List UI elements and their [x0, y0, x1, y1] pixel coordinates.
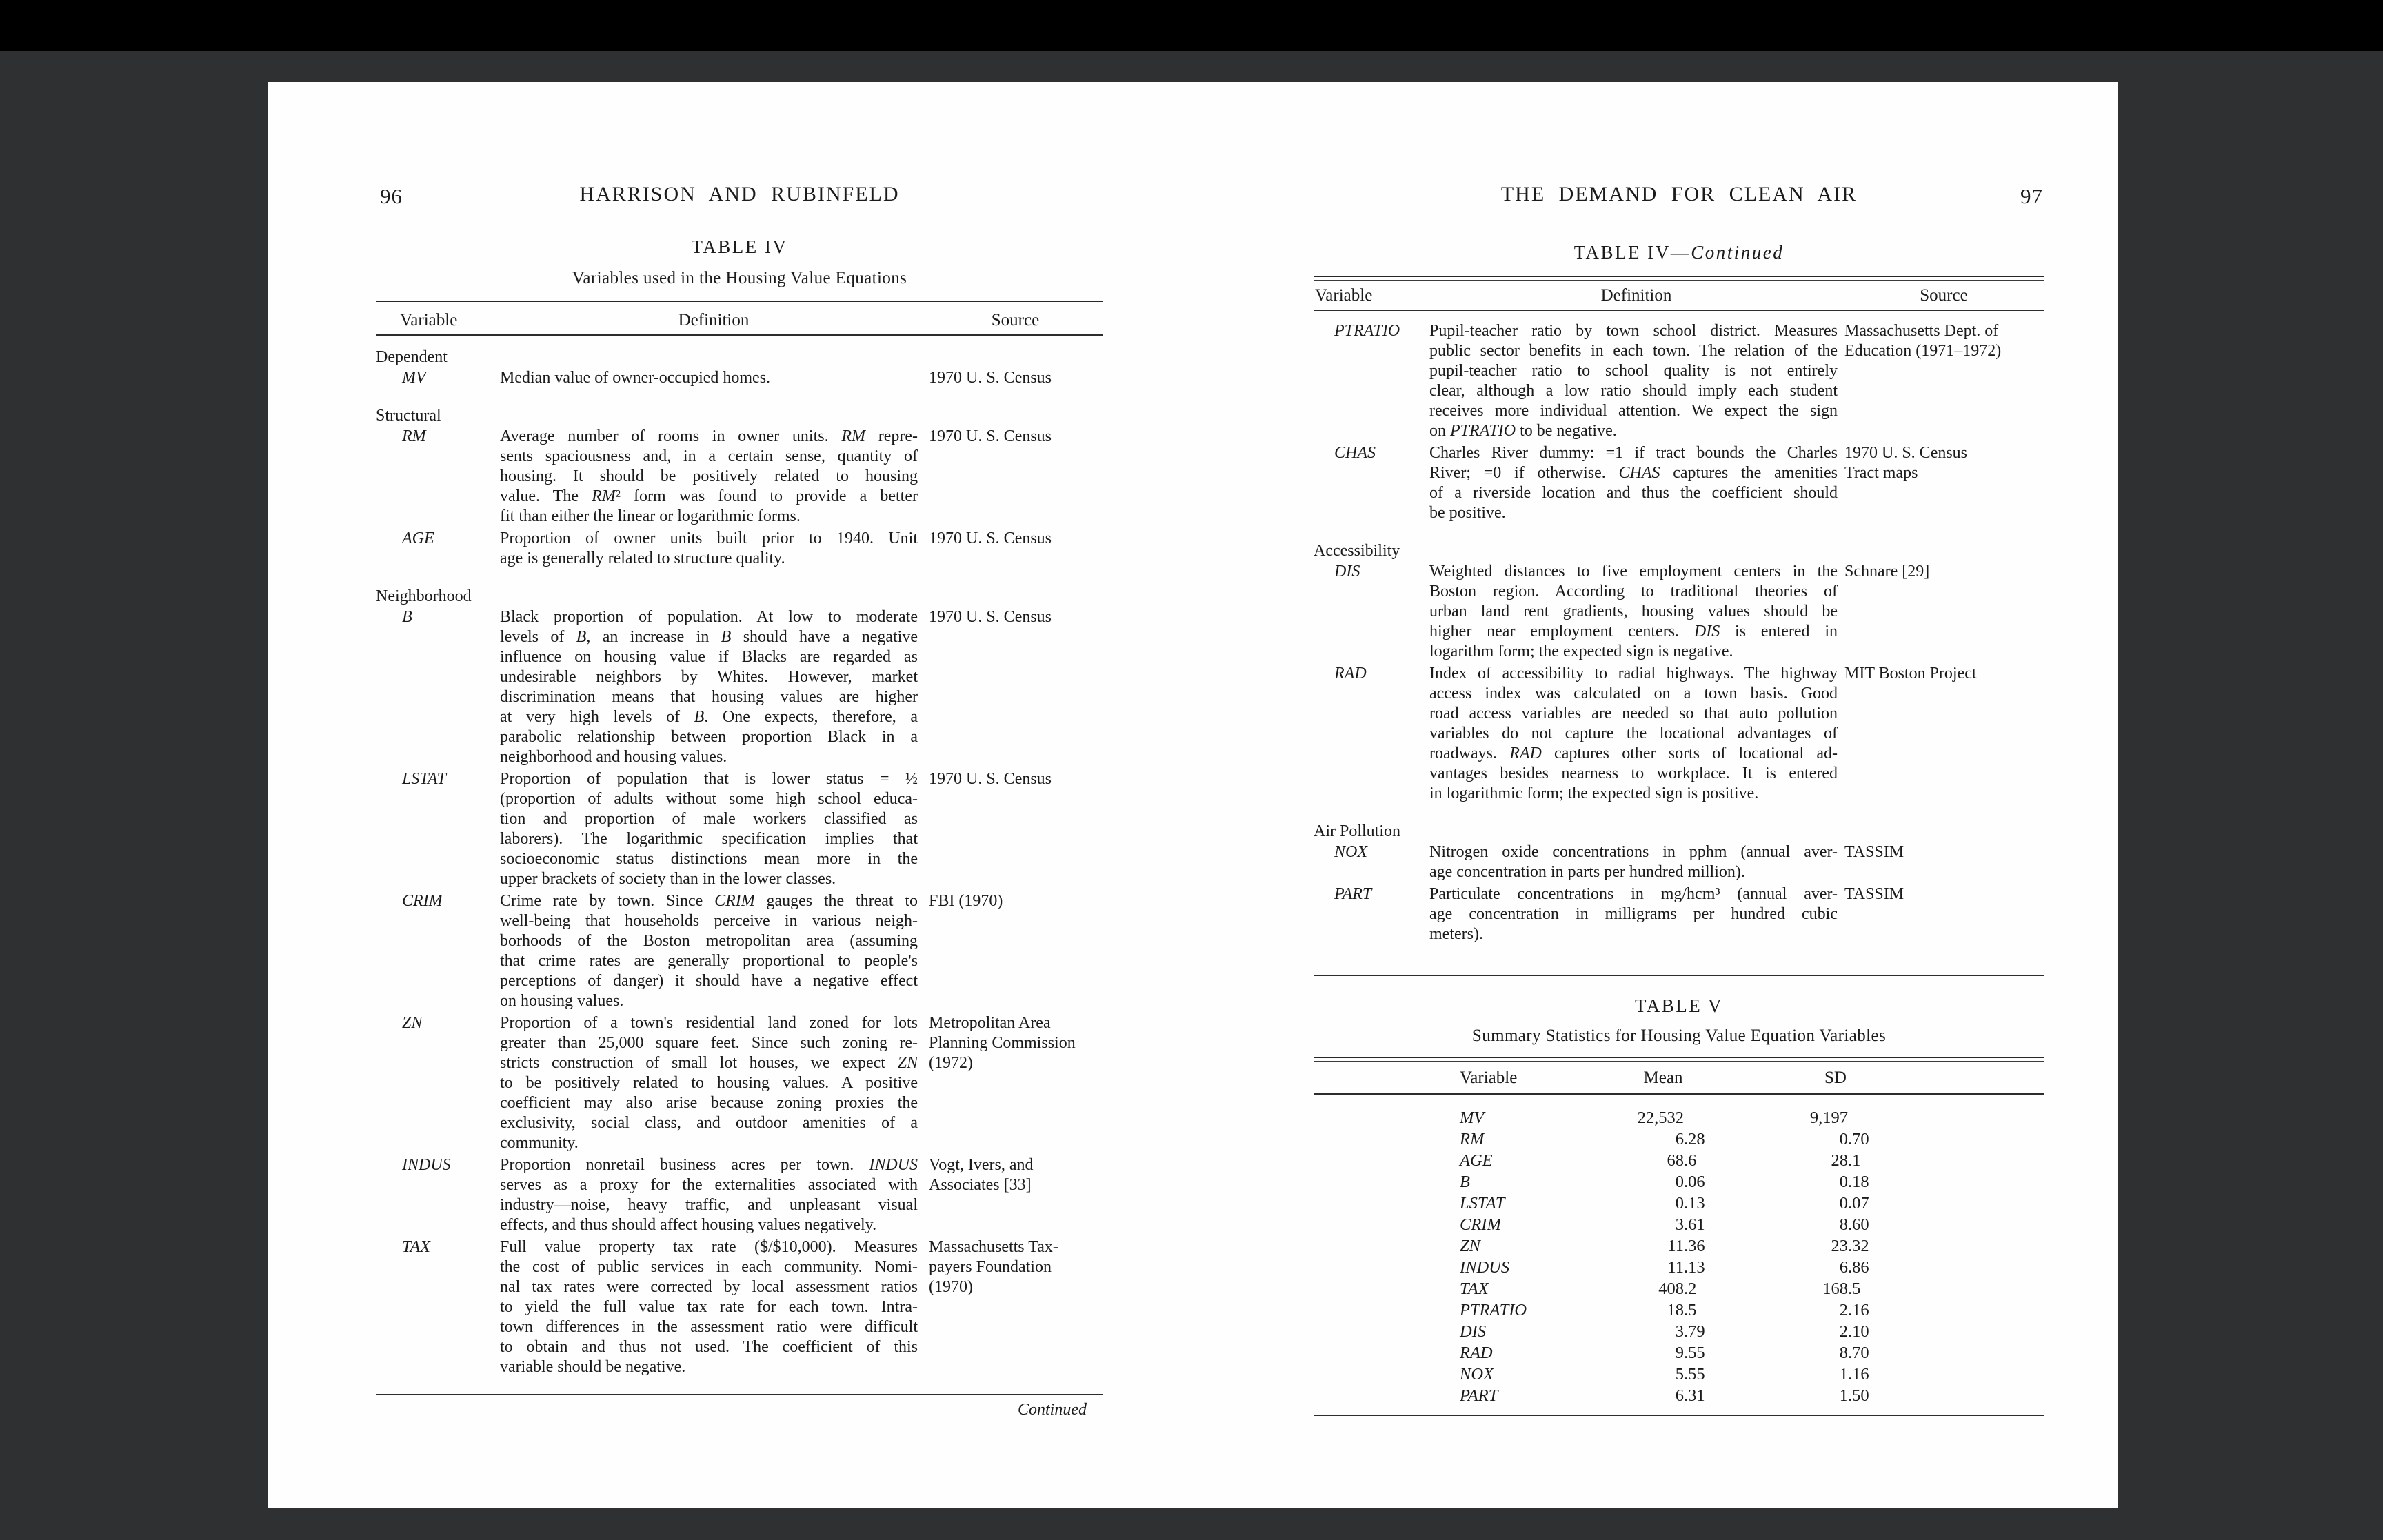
- table-rule: [376, 301, 1103, 305]
- sd-value: 2: [1839, 1322, 1848, 1341]
- variable-name: DIS: [1334, 563, 1360, 580]
- definition-line: Particulate concentrations in mg/hcm³ (annual aver-: [1429, 885, 1838, 903]
- source-line: 1970 U. S. Census: [929, 427, 1052, 445]
- definition-cell: [1429, 562, 1843, 662]
- source-line: Schnare [29]: [1844, 563, 1930, 580]
- definition-line: Index of accessibility to radial highways. The highway: [1429, 665, 1838, 682]
- sd-value: 0: [1839, 1130, 1848, 1148]
- definition-cell: [500, 368, 927, 388]
- source-line: TASSIM: [1844, 843, 1904, 861]
- definition-cell: [1429, 884, 1843, 944]
- definition-line: Nitrogen oxide concentrations in pphm (annual aver-: [1429, 843, 1838, 861]
- mean-value: 408: [1658, 1279, 1684, 1298]
- sd-decimal: .86: [1848, 1258, 1869, 1277]
- definition-cell: [500, 607, 927, 767]
- definition-line: variable should be negative.: [500, 1358, 686, 1376]
- definition-line: tion and proportion of male workers classified as: [500, 810, 918, 828]
- definition-line: undesirable neighbors by Whites. However, market: [500, 668, 918, 686]
- stats-row: [1314, 1128, 2044, 1150]
- source-cell: [1843, 321, 2044, 441]
- sd-decimal: .60: [1848, 1215, 1869, 1234]
- stats-row: [1314, 1214, 2044, 1235]
- column-header-definition: Definition: [1600, 286, 1672, 305]
- definition-line: age concentration in parts per hundred million).: [1429, 863, 1745, 881]
- definition-cell: [500, 1237, 927, 1377]
- definition-line: parabolic relationship between proportion Black in a: [500, 728, 918, 746]
- column-header-source: Source: [991, 311, 1040, 330]
- definition-line: higher near employment centers. DIS is entered in: [1429, 622, 1838, 640]
- stats-row: [1314, 1385, 2044, 1406]
- definition-line: clear, although a low ratio should imply each student: [1429, 382, 1838, 400]
- source-line: 1970 U. S. Census: [929, 770, 1052, 788]
- definition-line: housing. It should be positively related to housing: [500, 467, 918, 485]
- table-iv-body: [376, 347, 1103, 1377]
- source-line: MIT Boston Project: [1844, 665, 1977, 682]
- definition-cell: [500, 427, 927, 527]
- definition-line: serves as a proxy for the externalities associated with: [500, 1176, 918, 1194]
- variable-name: PART: [1460, 1386, 1498, 1405]
- definition-line: of a riverside location and thus the coefficient should: [1429, 484, 1838, 502]
- variable-name: B: [402, 608, 412, 626]
- sd-decimal: .10: [1848, 1322, 1869, 1341]
- variable-name: ZN: [402, 1014, 423, 1032]
- definition-line: be positive.: [1429, 504, 1506, 522]
- definition-line: roadways. RAD captures other sorts of locational ad-: [1429, 744, 1838, 762]
- stats-row: [1314, 1342, 2044, 1364]
- column-header-variable: Variable: [1460, 1068, 1518, 1087]
- variable-name: AGE: [402, 529, 434, 547]
- definition-line: laborers). The logarithmic specification implies that: [500, 830, 918, 848]
- sd-decimal: .18: [1848, 1173, 1869, 1191]
- source-line: (1970): [929, 1278, 973, 1296]
- sd-value: 28: [1831, 1151, 1848, 1170]
- variable-name: NOX: [1334, 843, 1367, 861]
- table-rule: [1314, 1057, 2044, 1062]
- table-row: [376, 769, 1103, 889]
- table-rule: [1314, 276, 2044, 281]
- sd-value: 9,197: [1809, 1108, 1848, 1127]
- definition-line: in logarithmic form; the expected sign is positive.: [1429, 784, 1759, 802]
- mean-decimal: .61: [1684, 1215, 1705, 1234]
- source-line: Massachusetts Tax-: [929, 1238, 1058, 1256]
- table-v-title: TABLE V: [1634, 995, 1724, 1016]
- definition-line: influence on housing value if Blacks are regarded as: [500, 648, 918, 666]
- stats-row: [1314, 1364, 2044, 1385]
- table-v: [1314, 995, 2044, 1416]
- column-header-variable: Variable: [400, 311, 458, 330]
- mean-value: 3: [1675, 1322, 1684, 1341]
- source-line: payers Foundation: [929, 1258, 1052, 1276]
- book-spread: [268, 82, 2118, 1508]
- definition-line: on PTRATIO to be negative.: [1429, 422, 1617, 440]
- sd-value: 6: [1839, 1258, 1848, 1277]
- variable-name: CRIM: [402, 892, 443, 910]
- source-cell: [927, 368, 1103, 388]
- table-rule: [1314, 975, 2044, 976]
- table-iv-header-row: [376, 311, 1103, 330]
- definition-line: at very high levels of B. One expects, therefore, a: [500, 708, 918, 726]
- definition-cell: [500, 1013, 927, 1153]
- source-line: TASSIM: [1844, 885, 1904, 903]
- definition-line: age is generally related to structure quality.: [500, 549, 785, 567]
- variable-name: PTRATIO: [1334, 322, 1400, 340]
- sd-decimal: .07: [1848, 1194, 1869, 1213]
- table-row: [376, 1013, 1103, 1153]
- column-header-definition: Definition: [678, 311, 750, 330]
- table-row: [1314, 321, 2044, 441]
- mean-decimal: .28: [1684, 1130, 1705, 1148]
- mean-value: 6: [1675, 1130, 1684, 1148]
- title-continued: Continued: [1691, 242, 1784, 263]
- variable-name: B: [1460, 1173, 1470, 1191]
- source-cell: [927, 891, 1103, 1011]
- table-group: [1314, 321, 2044, 523]
- definition-line: Charles River dummy: =1 if tract bounds the Charles: [1429, 444, 1838, 462]
- mean-value: 5: [1675, 1365, 1684, 1384]
- top-black-bar: [0, 0, 2383, 51]
- running-header-title: HARRISON AND RUBINFELD: [579, 183, 900, 205]
- sd-value: 168: [1822, 1279, 1848, 1298]
- sd-value: 2: [1839, 1301, 1848, 1319]
- source-cell: [1843, 443, 2044, 523]
- table-rule: [376, 1394, 1103, 1395]
- definition-line: that crime rates are generally proportional to people's: [500, 952, 918, 970]
- definition-line: Proportion of owner units built prior to 1940. Unit: [500, 529, 918, 547]
- table-row: [376, 529, 1103, 569]
- page-96: [376, 82, 1103, 1419]
- definition-line: coefficient may also arise because zoning proxies the: [500, 1094, 918, 1112]
- definition-cell: [500, 769, 927, 889]
- definition-line: River; =0 if otherwise. CHAS captures the amenities: [1429, 464, 1838, 482]
- definition-line: variables do not capture the locational advantages of: [1429, 725, 1838, 742]
- variable-name: TAX: [1460, 1279, 1489, 1298]
- table-iv-continued-title: [1314, 242, 2044, 263]
- mean-decimal: .2: [1684, 1279, 1697, 1298]
- definition-line: stricts construction of small lot houses, we expect ZN: [500, 1054, 918, 1072]
- definition-line: Average number of rooms in owner units. RM repre-: [500, 427, 918, 445]
- definition-line: access index was calculated on a town basis. Good: [1429, 685, 1838, 702]
- sd-decimal: .32: [1848, 1237, 1869, 1255]
- group-label: Structural: [376, 407, 441, 425]
- stats-row: [1314, 1321, 2044, 1342]
- mean-decimal: .55: [1684, 1344, 1705, 1362]
- definition-line: pupil-teacher ratio to school quality is not entirely: [1429, 362, 1838, 380]
- definition-line: sents spaciousness and, in a certain sense, quantity of: [500, 447, 918, 465]
- variable-name: RAD: [1334, 665, 1367, 682]
- variable-name: CRIM: [1460, 1215, 1501, 1234]
- table-group: [1314, 541, 2044, 804]
- source-line: Massachusetts Dept. of: [1844, 322, 1999, 340]
- sd-value: 0: [1839, 1173, 1848, 1191]
- definition-line: town differences in the assessment ratio were difficult: [500, 1318, 918, 1336]
- variable-name: DIS: [1460, 1322, 1487, 1341]
- source-line: Associates [33]: [929, 1176, 1032, 1194]
- table-group: [376, 406, 1103, 569]
- variable-name: NOX: [1460, 1365, 1494, 1384]
- group-label: Dependent: [376, 348, 448, 366]
- source-cell: [927, 1155, 1103, 1235]
- stats-row: [1314, 1257, 2044, 1278]
- running-header-title: THE DEMAND FOR CLEAN AIR: [1500, 183, 1858, 205]
- table-v-subtitle: Summary Statistics for Housing Value Equation Variables: [1471, 1026, 1887, 1045]
- table-iv-title: TABLE IV: [691, 236, 788, 257]
- definition-line: neighborhood and housing values.: [500, 748, 727, 766]
- definition-line: age concentration in milligrams per hundred cubic: [1429, 905, 1838, 923]
- table-row: [376, 607, 1103, 767]
- title-prefix: TABLE IV—: [1573, 242, 1691, 263]
- variable-name: RM: [1460, 1130, 1485, 1148]
- table-iv-continued-body: [1314, 321, 2044, 944]
- page-97: [1314, 82, 2044, 1416]
- stats-row: [1314, 1299, 2044, 1321]
- table-row: [1314, 443, 2044, 523]
- definition-line: upper brackets of society than in the lower classes.: [500, 870, 836, 888]
- definition-line: vantages besides nearness to workplace. It is entered: [1429, 764, 1838, 782]
- stats-row: [1314, 1171, 2044, 1193]
- mean-value: 3: [1675, 1215, 1684, 1234]
- mean-decimal: .31: [1684, 1386, 1705, 1405]
- sd-decimal: .70: [1848, 1344, 1869, 1362]
- table-row: [1314, 842, 2044, 882]
- variable-name: ZN: [1460, 1237, 1480, 1255]
- sd-value: 8: [1839, 1215, 1848, 1234]
- column-header-mean: Mean: [1643, 1068, 1683, 1087]
- column-header-source: Source: [1920, 286, 1968, 305]
- column-header-sd: SD: [1824, 1068, 1847, 1087]
- variable-name: INDUS: [1460, 1258, 1510, 1277]
- mean-value: 0: [1675, 1194, 1684, 1213]
- table-row: [376, 368, 1103, 388]
- mean-value: 9: [1675, 1344, 1684, 1362]
- running-header-left: [376, 82, 1103, 209]
- continued-note: Continued: [1018, 1401, 1087, 1419]
- variable-name: LSTAT: [402, 770, 447, 788]
- definition-line: urban land rent gradients, housing values should be: [1429, 602, 1838, 620]
- definition-line: exclusivity, social class, and outdoor amenities of a: [500, 1114, 918, 1132]
- source-line: Education (1971–1972): [1844, 342, 2002, 360]
- table-row: [1314, 884, 2044, 944]
- table-iv-subtitle: Variables used in the Housing Value Equations: [572, 269, 907, 287]
- table-group: [1314, 822, 2044, 944]
- column-header-variable: Variable: [1315, 286, 1373, 305]
- definition-line: effects, and thus should affect housing values negatively.: [500, 1216, 877, 1234]
- source-cell: [927, 607, 1103, 767]
- sd-value: 1: [1839, 1386, 1848, 1405]
- mean-decimal: .36: [1684, 1237, 1705, 1255]
- table-rule: [1314, 1093, 2044, 1095]
- mean-decimal: .55: [1684, 1365, 1705, 1384]
- mean-value: 18: [1667, 1301, 1684, 1319]
- definition-line: to yield the full value tax rate for each town. Intra-: [500, 1298, 918, 1316]
- definition-cell: [1429, 842, 1843, 882]
- definition-cell: [500, 529, 927, 569]
- mean-decimal: .6: [1684, 1151, 1697, 1170]
- mean-decimal: .06: [1684, 1173, 1705, 1191]
- running-header-right: [1314, 82, 2044, 209]
- variable-name: CHAS: [1334, 444, 1376, 462]
- stats-row: [1314, 1193, 2044, 1214]
- table-row: [1314, 562, 2044, 662]
- table-row: [376, 891, 1103, 1011]
- mean-value: 22,532: [1637, 1108, 1684, 1127]
- definition-line: Weighted distances to five employment centers in the: [1429, 563, 1838, 580]
- mean-value: 11: [1667, 1258, 1684, 1277]
- table-v-body: [1314, 1107, 2044, 1406]
- table-row: [376, 427, 1103, 527]
- definition-line: fit than either the linear or logarithmic forms.: [500, 507, 801, 525]
- definition-line: Crime rate by town. Since CRIM gauges the threat to: [500, 892, 918, 910]
- mean-value: 6: [1675, 1386, 1684, 1405]
- table-rule: [1314, 1415, 2044, 1416]
- sd-decimal: .50: [1848, 1386, 1869, 1405]
- sd-decimal: .16: [1848, 1365, 1869, 1384]
- variable-name: MV: [1460, 1108, 1485, 1127]
- definition-line: Boston region. According to traditional theories of: [1429, 582, 1838, 600]
- definition-line: to obtain and thus not used. The coefficient of this: [500, 1338, 918, 1356]
- table-group: [376, 347, 1103, 388]
- definition-line: levels of B, an increase in B should have a negative: [500, 628, 918, 646]
- table-row: [376, 1155, 1103, 1235]
- mean-decimal: .79: [1684, 1322, 1705, 1341]
- stats-row: [1314, 1235, 2044, 1257]
- source-line: Metropolitan Area: [929, 1014, 1051, 1032]
- sd-value: 1: [1839, 1365, 1848, 1384]
- source-cell: [1843, 884, 2044, 944]
- definition-line: Full value property tax rate ($/$10,000). Measures: [500, 1238, 918, 1256]
- sd-decimal: .70: [1848, 1130, 1869, 1148]
- group-label: Accessibility: [1314, 542, 1400, 560]
- table-iv-continued-header-row: [1314, 286, 2044, 305]
- variable-name: LSTAT: [1460, 1194, 1505, 1213]
- definition-line: Black proportion of population. At low to moderate: [500, 608, 918, 626]
- source-line: (1972): [929, 1054, 973, 1072]
- page-number-right: 97: [2020, 184, 2043, 208]
- definition-line: Proportion of a town's residential land zoned for lots: [500, 1014, 918, 1032]
- source-line: 1970 U. S. Census: [929, 369, 1052, 387]
- sd-value: 8: [1839, 1344, 1848, 1362]
- definition-line: Proportion of population that is lower status = ½: [500, 770, 918, 788]
- group-label: Neighborhood: [376, 587, 472, 605]
- mean-value: 68: [1667, 1151, 1684, 1170]
- definition-line: greater than 25,000 square feet. Since such zoning re-: [500, 1034, 918, 1052]
- source-line: 1970 U. S. Census: [929, 529, 1052, 547]
- source-cell: [927, 769, 1103, 889]
- source-line: Tract maps: [1844, 464, 1918, 482]
- source-cell: [1843, 562, 2044, 662]
- source-cell: [1843, 842, 2044, 882]
- source-cell: [927, 427, 1103, 527]
- group-label: Air Pollution: [1314, 822, 1401, 840]
- definition-line: Median value of owner-occupied homes.: [500, 369, 771, 387]
- definition-line: (proportion of adults without some high school educa-: [500, 790, 918, 808]
- source-line: 1970 U. S. Census: [1844, 444, 1968, 462]
- stats-row: [1314, 1150, 2044, 1171]
- mean-decimal: .5: [1684, 1301, 1697, 1319]
- source-cell: [1843, 664, 2044, 804]
- source-line: Vogt, Ivers, and: [929, 1156, 1034, 1174]
- definition-line: Proportion nonretail business acres per town. INDUS: [500, 1156, 918, 1174]
- definition-line: community.: [500, 1134, 579, 1152]
- source-cell: [927, 529, 1103, 569]
- variable-name: AGE: [1460, 1151, 1493, 1170]
- variable-name: PART: [1334, 885, 1372, 903]
- definition-line: logarithm form; the expected sign is negative.: [1429, 642, 1733, 660]
- variable-name: TAX: [402, 1238, 430, 1256]
- source-cell: [927, 1237, 1103, 1377]
- definition-line: on housing values.: [500, 992, 624, 1010]
- definition-line: Pupil-teacher ratio by town school district. Measures: [1429, 322, 1838, 340]
- table-v-header-row: [1314, 1068, 2044, 1088]
- table-row: [376, 1237, 1103, 1377]
- sd-decimal: .16: [1848, 1301, 1869, 1319]
- source-cell: [927, 1013, 1103, 1153]
- variable-name: MV: [402, 369, 426, 387]
- definition-line: receives more individual attention. We expect the sign: [1429, 402, 1838, 420]
- variable-name: PTRATIO: [1460, 1301, 1527, 1319]
- definition-line: to be positively related to housing values. A positive: [500, 1074, 918, 1092]
- page-number-left: 96: [380, 184, 403, 208]
- mean-decimal: .13: [1684, 1258, 1705, 1277]
- definition-cell: [500, 1155, 927, 1235]
- source-line: Planning Commission: [929, 1034, 1076, 1052]
- definition-line: the cost of public services in each community. Nomi-: [500, 1258, 918, 1276]
- definition-line: nal tax rates were corrected by local assessment ratios: [500, 1278, 918, 1296]
- sd-value: 0: [1839, 1194, 1848, 1213]
- definition-line: borhoods of the Boston metropolitan area (assuming: [500, 932, 918, 950]
- variable-name: INDUS: [402, 1156, 451, 1174]
- source-line: 1970 U. S. Census: [929, 608, 1052, 626]
- table-group: [376, 587, 1103, 1377]
- sd-value: 23: [1831, 1237, 1848, 1255]
- source-line: FBI (1970): [929, 892, 1003, 910]
- mean-decimal: .13: [1684, 1194, 1705, 1213]
- table-rule: [376, 334, 1103, 336]
- definition-line: public sector benefits in each town. The relation of the: [1429, 342, 1838, 360]
- mean-value: 11: [1667, 1237, 1684, 1255]
- stats-row: [1314, 1278, 2044, 1299]
- definition-line: socioeconomic status distinctions mean more in the: [500, 850, 918, 868]
- definition-line: perceptions of danger) it should have a negative effect: [500, 972, 918, 990]
- definition-cell: [1429, 321, 1843, 441]
- variable-name: RM: [402, 427, 426, 445]
- mean-value: 0: [1675, 1173, 1684, 1191]
- definition-line: well-being that households perceive in various neigh-: [500, 912, 918, 930]
- definition-line: road access variables are needed so that auto pollution: [1429, 705, 1838, 722]
- definition-line: discrimination means that housing values are higher: [500, 688, 918, 706]
- definition-cell: [1429, 664, 1843, 804]
- definition-cell: [500, 891, 927, 1011]
- table-row: [1314, 664, 2044, 804]
- table-rule: [1314, 310, 2044, 311]
- definition-line: industry—noise, heavy traffic, and unpleasant visual: [500, 1196, 918, 1214]
- definition-cell: [1429, 443, 1843, 523]
- variable-name: RAD: [1460, 1344, 1493, 1362]
- definition-line: meters).: [1429, 925, 1483, 943]
- sd-decimal: .1: [1848, 1151, 1861, 1170]
- sd-decimal: .5: [1848, 1279, 1861, 1298]
- stats-row: [1314, 1107, 2044, 1128]
- definition-line: value. The RM² form was found to provide a better: [500, 487, 918, 505]
